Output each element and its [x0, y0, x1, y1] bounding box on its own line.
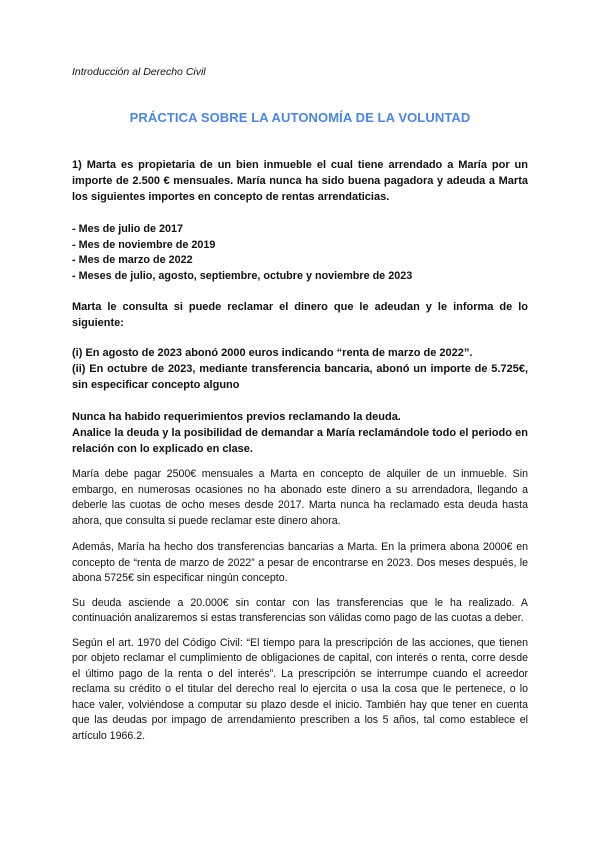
list-item: - Mes de julio de 2017 — [72, 223, 184, 235]
document-page — [72, 66, 528, 744]
no-requests-line: Nunca ha habido requerimientos previos reclamando la deuda. — [72, 411, 401, 423]
question-statement: 1) Marta es propietaria de un bien inmueble el cual tiene arrendado a María por un importe de 2.500 € mensuales. María nunca ha sido buena pagadora y adeuda a Marta los siguientes importes en concepto de rentas arrendaticias. — [72, 159, 528, 203]
list-item: - Mes de marzo de 2022 — [72, 254, 193, 266]
payment-item: (i) En agosto de 2023 abonó 2000 euros indicando “renta de marzo de 2022”. — [72, 347, 473, 359]
course-header: Introducción al Derecho Civil — [72, 66, 206, 78]
answer-paragraph: Según el art. 1970 del Código Civil: “El tiempo para la prescripción de las acciones, que tienen por objeto reclamar el cumplimiento de obligaciones de capital, con interés o renta, corre desde el último pago de la renta o del interés”. La prescripción se interrumpe cuando el acreedor reclama su crédito o el titular del derecho real lo ejercita o usa la cosa que le pertenece, o lo hace valer, volviéndose a computar su plazo desde el inicio. También hay que tener en cuenta que las deudas por impago de arrendamiento prescriben a los 5 años, tal como establece el artículo 1966.2. — [72, 636, 528, 742]
answer-paragraph: María debe pagar 2500€ mensuales a Marta en concepto de alquiler de un inmueble. Sin embargo, en numerosas ocasiones no ha abonado este dinero a su arrendadora, llegando a deberle las cuotas de ocho meses desde 2017. Marta nunca ha reclamado esta deuda hasta ahora, que consulta si puede reclamar este dinero ahora. — [72, 468, 528, 527]
consult-paragraph: Marta le consulta si puede reclamar el dinero que le adeudan y le informa de lo siguiente: — [72, 301, 528, 329]
list-item: - Meses de julio, agosto, septiembre, octubre y noviembre de 2023 — [72, 269, 413, 282]
payments-block — [72, 345, 528, 393]
payment-item: (ii) En octubre de 2023, mediante transferencia bancaria, abonó un importe de 5.725€, sin especificar concepto alguno — [72, 363, 528, 391]
debt-months-list — [72, 222, 528, 284]
task-block — [72, 409, 528, 457]
page-title: PRÁCTICA SOBRE LA AUTONOMÍA DE LA VOLUNTAD — [129, 110, 471, 125]
answer-paragraph: Además, María ha hecho dos transferencias bancarias a Marta. En la primera abona 2000€ en concepto de “renta de marzo de 2022” a pesar de encontrarse en 2023. Dos meses después, le abona 5725€ sin especificar ningún concepto. — [72, 541, 528, 584]
task-instruction: Analice la deuda y la posibilidad de demandar a María reclamándole todo el periodo en relación con lo explicado en clase. — [72, 427, 528, 455]
list-item: - Mes de noviembre de 2019 — [72, 238, 216, 251]
answer-paragraph: Su deuda asciende a 20.000€ sin contar con las transferencias que le ha realizado. A continuación analizaremos si estas transferencias son válidas como pago de las cuotas a deber. — [72, 596, 528, 624]
